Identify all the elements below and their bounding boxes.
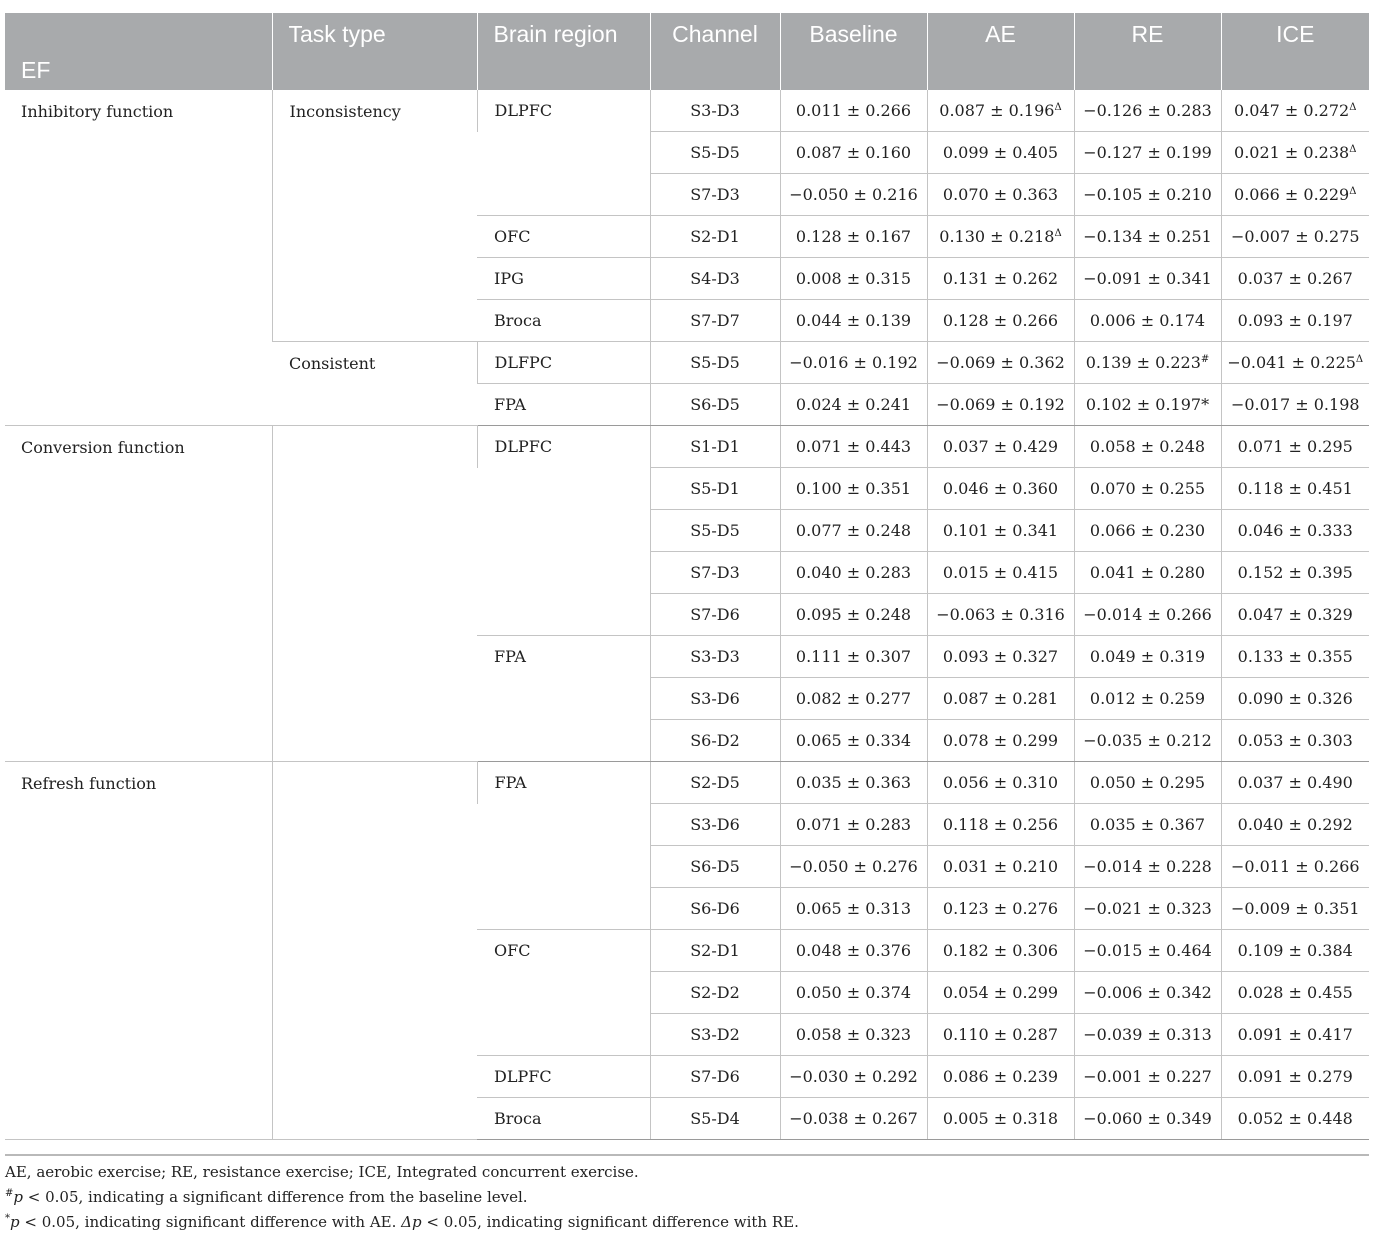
- re-value-cell: [1074, 678, 1221, 720]
- ice-value: −0.017 ± 0.198: [1230, 395, 1360, 414]
- ae-value: 0.056 ± 0.310: [942, 773, 1059, 792]
- re-value: 0.058 ± 0.248: [1089, 437, 1206, 456]
- re-value: −0.134 ± 0.251: [1083, 227, 1212, 246]
- brain-region-cell: FPA: [477, 762, 650, 804]
- re-value: 0.049 ± 0.319: [1089, 647, 1206, 666]
- ae-value: 0.131 ± 0.262: [942, 269, 1059, 288]
- ae-value: 0.130 ± 0.218: [939, 227, 1055, 246]
- baseline-value: 0.095 ± 0.248: [795, 605, 912, 624]
- ae-value-cell: [927, 762, 1074, 804]
- brain-region-cell: [477, 174, 650, 216]
- ae-value-cell: [927, 258, 1074, 300]
- header-baseline: Baseline: [780, 13, 927, 90]
- ice-value: 0.037 ± 0.490: [1237, 773, 1353, 792]
- baseline-value: 0.058 ± 0.323: [795, 1025, 912, 1044]
- ae-value: 0.086 ± 0.239: [942, 1067, 1059, 1086]
- baseline-value-cell: [780, 90, 927, 132]
- baseline-value: −0.016 ± 0.192: [789, 353, 918, 372]
- ice-value-cell: [1221, 636, 1369, 678]
- ae-value: 0.118 ± 0.256: [942, 815, 1059, 834]
- baseline-value: 0.077 ± 0.248: [795, 521, 912, 540]
- channel-cell: S6-D5: [650, 846, 780, 888]
- re-value: 0.066 ± 0.230: [1089, 521, 1206, 540]
- footnote-abbreviations: AE, aerobic exercise; RE, resistance exercise; ICE, Integrated concurrent exercise.: [5, 1163, 639, 1181]
- ae-value-cell: [927, 1014, 1074, 1056]
- re-value: −0.006 ± 0.342: [1083, 983, 1212, 1002]
- significance-mark: Δ: [1349, 144, 1357, 155]
- ice-value: 0.037 ± 0.267: [1237, 269, 1353, 288]
- ice-value-cell: [1221, 216, 1369, 258]
- significance-mark: Δ: [1349, 186, 1357, 197]
- channel-cell: S7-D3: [650, 174, 780, 216]
- re-value-cell: [1074, 1014, 1221, 1056]
- task-type-cell: [272, 426, 477, 762]
- baseline-value-cell: [780, 636, 927, 678]
- baseline-value-cell: [780, 594, 927, 636]
- brain-region-cell: [477, 594, 650, 636]
- baseline-value-cell: [780, 888, 927, 930]
- ae-value-cell: [927, 174, 1074, 216]
- header-task-type: Task type: [272, 13, 477, 90]
- ae-value-cell: [927, 888, 1074, 930]
- results-table: [5, 13, 1369, 1140]
- ice-value: 0.091 ± 0.279: [1237, 1067, 1353, 1086]
- channel-cell: S2-D1: [650, 930, 780, 972]
- channel-cell: S3-D2: [650, 1014, 780, 1056]
- baseline-value-cell: [780, 342, 927, 384]
- channel-cell: S5-D5: [650, 132, 780, 174]
- channel-cell: S3-D6: [650, 678, 780, 720]
- ice-value: 0.052 ± 0.448: [1237, 1109, 1353, 1128]
- ae-value-cell: [927, 930, 1074, 972]
- re-value: 0.070 ± 0.255: [1089, 479, 1206, 498]
- ice-value: 0.021 ± 0.238: [1234, 143, 1350, 162]
- brain-region-cell: DLFPC: [477, 342, 650, 384]
- task-type-cell: Consistent: [272, 342, 477, 426]
- ice-value-cell: [1221, 1098, 1369, 1140]
- re-value: −0.105 ± 0.210: [1083, 185, 1212, 204]
- ae-value: −0.069 ± 0.362: [936, 353, 1065, 372]
- ice-value-cell: [1221, 1014, 1369, 1056]
- baseline-value: 0.044 ± 0.139: [795, 311, 912, 330]
- baseline-value: −0.030 ± 0.292: [789, 1067, 918, 1086]
- channel-cell: S7-D6: [650, 594, 780, 636]
- re-value-cell: [1074, 468, 1221, 510]
- brain-region-cell: DLPFC: [477, 90, 650, 132]
- re-value: −0.014 ± 0.228: [1083, 857, 1212, 876]
- ice-value: 0.090 ± 0.326: [1237, 689, 1353, 708]
- baseline-value: 0.065 ± 0.313: [795, 899, 912, 918]
- ice-value: 0.047 ± 0.329: [1237, 605, 1353, 624]
- ae-value-cell: [927, 846, 1074, 888]
- ae-value: 0.101 ± 0.341: [942, 521, 1059, 540]
- ice-value-cell: [1221, 888, 1369, 930]
- baseline-value-cell: [780, 762, 927, 804]
- ae-value: 0.031 ± 0.210: [942, 857, 1059, 876]
- ice-value: −0.009 ± 0.351: [1230, 899, 1360, 918]
- re-value-cell: [1074, 972, 1221, 1014]
- ae-value-cell: [927, 132, 1074, 174]
- re-value: 0.050 ± 0.295: [1089, 773, 1206, 792]
- ae-value: −0.069 ± 0.192: [936, 395, 1065, 414]
- baseline-value-cell: [780, 1098, 927, 1140]
- ae-value-cell: [927, 972, 1074, 1014]
- channel-cell: S7-D7: [650, 300, 780, 342]
- ice-value: 0.133 ± 0.355: [1237, 647, 1353, 666]
- channel-cell: S7-D6: [650, 1056, 780, 1098]
- table-row: [5, 90, 1369, 132]
- ae-value: 0.093 ± 0.327: [942, 647, 1059, 666]
- brain-region-cell: [477, 720, 650, 762]
- ae-value-cell: [927, 90, 1074, 132]
- ice-value: 0.071 ± 0.295: [1237, 437, 1353, 456]
- re-value-cell: [1074, 258, 1221, 300]
- baseline-value-cell: [780, 552, 927, 594]
- header-row: [5, 13, 1369, 90]
- ice-value-cell: [1221, 426, 1369, 468]
- baseline-value: 0.065 ± 0.334: [795, 731, 912, 750]
- table-footnotes: [5, 1160, 799, 1235]
- brain-region-cell: OFC: [477, 216, 650, 258]
- re-value: 0.102 ± 0.197*: [1085, 395, 1210, 414]
- significance-mark: Δ: [1349, 102, 1357, 113]
- footnote-hash: #p < 0.05, indicating a significant difference from the baseline level.: [5, 1188, 528, 1206]
- ice-value-cell: [1221, 720, 1369, 762]
- ice-value-cell: [1221, 258, 1369, 300]
- baseline-value: −0.050 ± 0.216: [789, 185, 918, 204]
- header-re: RE: [1074, 13, 1221, 90]
- ae-value: 0.123 ± 0.276: [942, 899, 1059, 918]
- baseline-value-cell: [780, 384, 927, 426]
- ae-value-cell: [927, 426, 1074, 468]
- re-value-cell: [1074, 1098, 1221, 1140]
- baseline-value: 0.008 ± 0.315: [795, 269, 912, 288]
- ae-value-cell: [927, 342, 1074, 384]
- re-value-cell: [1074, 174, 1221, 216]
- re-value: −0.127 ± 0.199: [1083, 143, 1212, 162]
- ef-cell: Refresh function: [5, 762, 272, 1140]
- ice-value: −0.011 ± 0.266: [1230, 857, 1360, 876]
- ice-value-cell: [1221, 930, 1369, 972]
- baseline-value-cell: [780, 1056, 927, 1098]
- ae-value-cell: [927, 1056, 1074, 1098]
- ef-cell: Conversion function: [5, 426, 272, 762]
- re-value: 0.139 ± 0.223: [1085, 353, 1201, 372]
- channel-cell: S2-D1: [650, 216, 780, 258]
- ice-value: 0.040 ± 0.292: [1237, 815, 1353, 834]
- ice-value-cell: [1221, 1056, 1369, 1098]
- channel-cell: S5-D5: [650, 342, 780, 384]
- channel-cell: S1-D1: [650, 426, 780, 468]
- baseline-value: 0.050 ± 0.374: [795, 983, 912, 1002]
- re-value-cell: [1074, 216, 1221, 258]
- re-value-cell: [1074, 426, 1221, 468]
- ice-value-cell: [1221, 384, 1369, 426]
- header-brain-region: Brain region: [477, 13, 650, 90]
- re-value-cell: [1074, 384, 1221, 426]
- brain-region-cell: [477, 468, 650, 510]
- re-value-cell: [1074, 636, 1221, 678]
- ice-value-cell: [1221, 132, 1369, 174]
- baseline-value: 0.087 ± 0.160: [795, 143, 912, 162]
- re-value-cell: [1074, 762, 1221, 804]
- re-value: −0.060 ± 0.349: [1083, 1109, 1212, 1128]
- ae-value: 0.087 ± 0.281: [942, 689, 1059, 708]
- ice-value: 0.093 ± 0.197: [1237, 311, 1353, 330]
- table-body: [5, 90, 1369, 1140]
- re-value: −0.126 ± 0.283: [1083, 101, 1212, 120]
- channel-cell: S7-D3: [650, 552, 780, 594]
- ae-value-cell: [927, 720, 1074, 762]
- baseline-value: 0.011 ± 0.266: [795, 101, 912, 120]
- brain-region-cell: DLPFC: [477, 426, 650, 468]
- ice-value-cell: [1221, 174, 1369, 216]
- ae-value-cell: [927, 1098, 1074, 1140]
- baseline-value-cell: [780, 258, 927, 300]
- ae-value: 0.128 ± 0.266: [942, 311, 1059, 330]
- baseline-value-cell: [780, 678, 927, 720]
- ae-value: 0.005 ± 0.318: [942, 1109, 1059, 1128]
- ice-value-cell: [1221, 342, 1369, 384]
- ice-value: 0.109 ± 0.384: [1237, 941, 1353, 960]
- re-value: −0.014 ± 0.266: [1083, 605, 1212, 624]
- re-value-cell: [1074, 720, 1221, 762]
- brain-region-cell: [477, 1014, 650, 1056]
- channel-cell: S3-D3: [650, 90, 780, 132]
- ae-value: 0.037 ± 0.429: [942, 437, 1059, 456]
- baseline-value: 0.024 ± 0.241: [795, 395, 912, 414]
- ice-value-cell: [1221, 804, 1369, 846]
- channel-cell: S6-D5: [650, 384, 780, 426]
- ice-value: 0.046 ± 0.333: [1237, 521, 1353, 540]
- re-value: −0.039 ± 0.313: [1083, 1025, 1212, 1044]
- baseline-value: 0.082 ± 0.277: [795, 689, 912, 708]
- re-value: −0.015 ± 0.464: [1083, 941, 1212, 960]
- ice-value-cell: [1221, 90, 1369, 132]
- baseline-value-cell: [780, 930, 927, 972]
- ae-value-cell: [927, 216, 1074, 258]
- channel-cell: S2-D2: [650, 972, 780, 1014]
- header-channel: Channel: [650, 13, 780, 90]
- baseline-value-cell: [780, 972, 927, 1014]
- ae-value-cell: [927, 300, 1074, 342]
- re-value-cell: [1074, 804, 1221, 846]
- re-value: −0.001 ± 0.227: [1083, 1067, 1212, 1086]
- ice-value-cell: [1221, 468, 1369, 510]
- ae-value: 0.182 ± 0.306: [942, 941, 1059, 960]
- footnote-star-delta: *p < 0.05, indicating significant difference with AE. Δp < 0.05, indicating significant difference with RE.: [5, 1213, 799, 1231]
- baseline-value: 0.040 ± 0.283: [795, 563, 912, 582]
- channel-cell: S4-D3: [650, 258, 780, 300]
- baseline-value-cell: [780, 468, 927, 510]
- baseline-value-cell: [780, 846, 927, 888]
- task-type-cell: Inconsistency: [272, 90, 477, 342]
- brain-region-cell: IPG: [477, 258, 650, 300]
- baseline-value: 0.035 ± 0.363: [795, 773, 912, 792]
- significance-mark: Δ: [1355, 354, 1364, 365]
- brain-region-cell: FPA: [477, 384, 650, 426]
- channel-cell: S5-D1: [650, 468, 780, 510]
- baseline-value: 0.071 ± 0.283: [795, 815, 912, 834]
- ae-value: 0.054 ± 0.299: [942, 983, 1059, 1002]
- ice-value: 0.066 ± 0.229: [1234, 185, 1350, 204]
- re-value: 0.012 ± 0.259: [1089, 689, 1206, 708]
- baseline-value-cell: [780, 1014, 927, 1056]
- channel-cell: S6-D6: [650, 888, 780, 930]
- significance-mark: Δ: [1054, 102, 1062, 113]
- channel-cell: S6-D2: [650, 720, 780, 762]
- brain-region-cell: OFC: [494, 941, 531, 961]
- ae-value-cell: [927, 384, 1074, 426]
- re-value-cell: [1074, 930, 1221, 972]
- re-value: 0.035 ± 0.367: [1089, 815, 1206, 834]
- baseline-value-cell: [780, 300, 927, 342]
- brain-region-cell: FPA: [494, 647, 526, 667]
- channel-cell: S5-D5: [650, 510, 780, 552]
- table-row: [5, 426, 1369, 468]
- re-value-cell: [1074, 846, 1221, 888]
- baseline-value-cell: [780, 216, 927, 258]
- baseline-value: −0.038 ± 0.267: [789, 1109, 918, 1128]
- ae-value-cell: [927, 636, 1074, 678]
- ice-value-cell: [1221, 678, 1369, 720]
- re-value-cell: [1074, 300, 1221, 342]
- ice-value: −0.007 ± 0.275: [1230, 227, 1360, 246]
- ice-value: 0.028 ± 0.455: [1237, 983, 1353, 1002]
- baseline-value: 0.111 ± 0.307: [795, 647, 912, 666]
- ef-cell: Inhibitory function: [5, 90, 272, 426]
- baseline-value: 0.071 ± 0.443: [795, 437, 912, 456]
- re-value-cell: [1074, 510, 1221, 552]
- channel-cell: S2-D5: [650, 762, 780, 804]
- ice-value: 0.053 ± 0.303: [1237, 731, 1353, 750]
- channel-cell: S3-D3: [650, 636, 780, 678]
- ice-value-cell: [1221, 972, 1369, 1014]
- ae-value: 0.015 ± 0.415: [942, 563, 1059, 582]
- ae-value: −0.063 ± 0.316: [936, 605, 1065, 624]
- ice-value-cell: [1221, 762, 1369, 804]
- header-ef: EF: [5, 13, 272, 90]
- ae-value: 0.087 ± 0.196: [939, 101, 1055, 120]
- ae-value-cell: [927, 678, 1074, 720]
- re-value-cell: [1074, 90, 1221, 132]
- baseline-value-cell: [780, 510, 927, 552]
- ae-value-cell: [927, 594, 1074, 636]
- significance-mark: Δ: [1054, 228, 1062, 239]
- brain-region-cell: [477, 888, 650, 930]
- ae-value: 0.110 ± 0.287: [942, 1025, 1059, 1044]
- re-value: −0.035 ± 0.212: [1083, 731, 1212, 750]
- ae-value: 0.099 ± 0.405: [942, 143, 1059, 162]
- brain-region-cell: [477, 846, 650, 888]
- re-value-cell: [1074, 342, 1221, 384]
- header-ae: AE: [927, 13, 1074, 90]
- ice-value: 0.091 ± 0.417: [1237, 1025, 1353, 1044]
- baseline-value-cell: [780, 426, 927, 468]
- ae-value-cell: [927, 552, 1074, 594]
- ice-value: 0.152 ± 0.395: [1237, 563, 1353, 582]
- channel-cell: S5-D4: [650, 1098, 780, 1140]
- baseline-value: 0.100 ± 0.351: [795, 479, 912, 498]
- re-value: 0.041 ± 0.280: [1089, 563, 1206, 582]
- baseline-value-cell: [780, 132, 927, 174]
- ae-value: 0.078 ± 0.299: [942, 731, 1059, 750]
- re-value-cell: [1074, 1056, 1221, 1098]
- re-value: 0.006 ± 0.174: [1089, 311, 1206, 330]
- channel-cell: S3-D6: [650, 804, 780, 846]
- re-value: −0.021 ± 0.323: [1083, 899, 1212, 918]
- header-ice: ICE: [1221, 13, 1369, 90]
- ae-value: 0.070 ± 0.363: [942, 185, 1059, 204]
- ae-value: 0.046 ± 0.360: [942, 479, 1059, 498]
- ae-value-cell: [927, 510, 1074, 552]
- ice-value-cell: [1221, 594, 1369, 636]
- brain-region-cell: [477, 804, 650, 846]
- baseline-value-cell: [780, 174, 927, 216]
- ice-value: 0.047 ± 0.272: [1234, 101, 1350, 120]
- brain-region-cell: [477, 678, 650, 720]
- baseline-value-cell: [780, 804, 927, 846]
- brain-region-cell: [477, 510, 650, 552]
- ae-value-cell: [927, 804, 1074, 846]
- brain-region-cell: DLPFC: [477, 1056, 650, 1098]
- task-type-cell: [272, 762, 477, 1140]
- table-row: [5, 762, 1369, 804]
- ice-value: −0.041 ± 0.225: [1227, 353, 1356, 372]
- ice-value-cell: [1221, 846, 1369, 888]
- results-table-container: [5, 13, 1369, 1140]
- ice-value-cell: [1221, 552, 1369, 594]
- ice-value: 0.118 ± 0.451: [1237, 479, 1353, 498]
- baseline-value: 0.128 ± 0.167: [795, 227, 912, 246]
- re-value: −0.091 ± 0.341: [1083, 269, 1212, 288]
- re-value-cell: [1074, 132, 1221, 174]
- baseline-value: 0.048 ± 0.376: [795, 941, 912, 960]
- brain-region-cell: Broca: [477, 1098, 650, 1140]
- baseline-value-cell: [780, 720, 927, 762]
- brain-region-cell: Broca: [477, 300, 650, 342]
- significance-mark: #: [1200, 354, 1210, 365]
- brain-region-cell: [477, 972, 650, 1014]
- ice-value-cell: [1221, 510, 1369, 552]
- ice-value-cell: [1221, 300, 1369, 342]
- re-value-cell: [1074, 594, 1221, 636]
- ae-value-cell: [927, 468, 1074, 510]
- table-bottom-rule: [5, 1154, 1369, 1156]
- brain-region-cell: [477, 132, 650, 174]
- brain-region-cell: [477, 552, 650, 594]
- baseline-value: −0.050 ± 0.276: [789, 857, 918, 876]
- re-value-cell: [1074, 552, 1221, 594]
- re-value-cell: [1074, 888, 1221, 930]
